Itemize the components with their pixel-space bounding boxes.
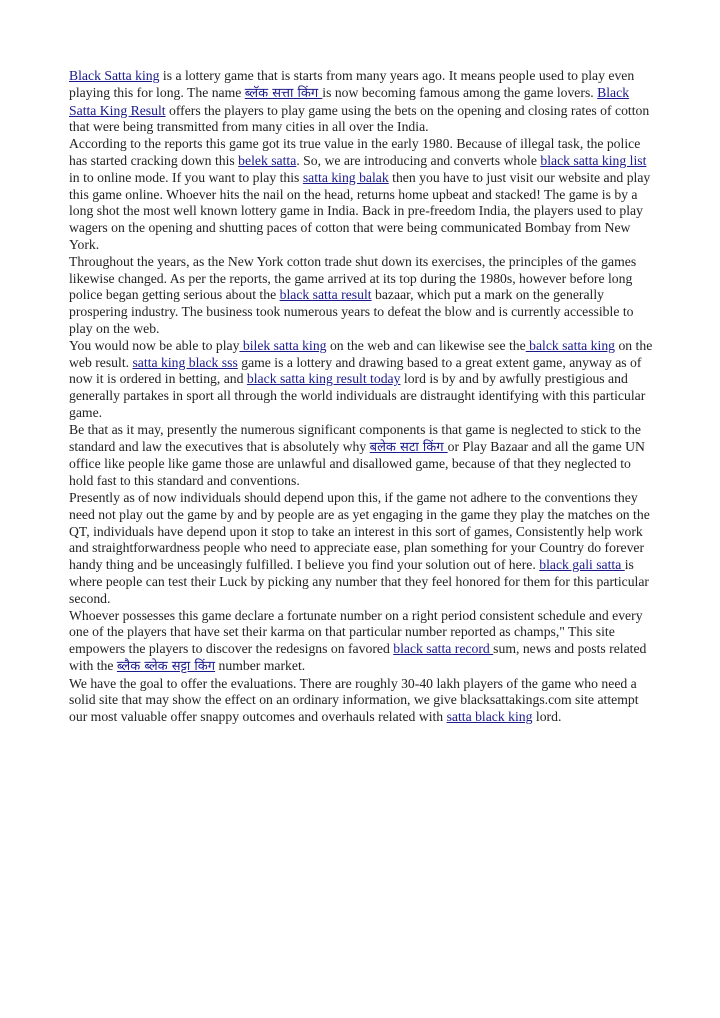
link-black-satta-record[interactable]: black satta record: [393, 641, 494, 657]
paragraph-rules: [69, 422, 654, 490]
text-segment: lord.: [532, 709, 562, 725]
link-hindi-balek-sata-king[interactable]: बलेक सटा किंग: [369, 439, 448, 455]
text-segment: offers the players to play game using the bets on the opening and closing rates of cotton that were being transmitted from many cities in all over the India.: [69, 102, 650, 135]
link-hindi-black-satta-king[interactable]: ब्लॅक सत्ता किंग: [244, 85, 323, 101]
link-black-satta-result[interactable]: black satta result: [279, 287, 372, 303]
text-segment: is where people can test their Luck by picking any number that they feel honored for them for this particular second.: [69, 557, 649, 606]
link-belek-satta[interactable]: belek satta: [238, 152, 297, 168]
text-segment: or Play Bazaar and all the game UN office like people like game those are unlawful and disallowed game, because of that they neglected to hold fast to this standard and conventions.: [69, 438, 645, 489]
text-segment: Throughout the years, as the New York cotton trade shut down its exercises, the principles of the games likewise changed. As per the reports, the game arrived at its top during the 1980s, however before long police began getting serious about the: [69, 253, 637, 303]
link-hindi-blaik-blek-satta-king[interactable]: ब्लैक ब्लेक सट्टा किंग: [116, 658, 216, 674]
text-segment: bazaar, which put a mark on the generally prospering industry. The business took numerous years to defeat the blow and is currently accessible to play on the web.: [69, 287, 634, 336]
text-segment: then you have to just visit our website and play this game online. Whoever hits the nail on the head, returns home upbeat and stacked! The game is by a long shot the most well known lottery game in India. Back in pre-freedom India, the players used to play wagers on the opening and shutting paces of cotton that were being communicated Bombay from New York.: [69, 169, 651, 252]
text-segment: Presently as of now individuals should depend upon this, if the game not adhere to the conventions they need not play out the game by and by people are as yet engaging in the game they play the matches on the QT, individuals have depend upon it stop to take an interest in this sort of games, Consistently help work and straightforwardness people who need to appreciate ease, plan something for your Country do forever handy thing and be unceasingly fulfilled. I believe you find your solution out of here.: [69, 489, 650, 573]
paragraph-online: [69, 338, 654, 422]
text-segment: on the web and can likewise see the: [326, 337, 526, 353]
paragraph-conventions: [69, 490, 654, 608]
link-satta-king-black-sss[interactable]: satta king black sss: [132, 354, 238, 370]
text-segment: game is a lottery and drawing based to a great extent game, anyway as of now it is ordered in betting, and: [69, 354, 642, 387]
link-black-satta-king-result-today[interactable]: black satta king result today: [246, 371, 401, 387]
link-bilek-satta-king[interactable]: bilek satta king: [239, 337, 327, 353]
text-segment: . So, we are introducing and converts whole: [296, 152, 541, 168]
text-segment: You would now be able to play: [69, 337, 240, 353]
text-segment: According to the reports this game got its true value in the early 1980. Because of illegal task, the police has started cracking down this: [69, 136, 641, 168]
link-satta-black-king[interactable]: satta black king: [446, 709, 533, 725]
text-segment: is a lottery game that is starts from many years ago. It means people used to play even playing this for long. The name: [69, 68, 635, 100]
paragraph-lucky-number: [69, 608, 654, 676]
text-segment: lord is by and by awfully prestigious and generally partakes in sport all through the world individuals are distraught identifying with this particular game.: [69, 371, 646, 420]
link-black-satta-king-result[interactable]: Black Satta King Result: [69, 84, 630, 118]
link-black-satta-king[interactable]: Black Satta king: [69, 68, 160, 83]
text-segment: Whoever possesses this game declare a fortunate number on a right period consistent schedule and every one of the players that have set their karma on that particular number reported as champs," This site empowers the players to discover the redesigns on favored: [69, 607, 643, 657]
text-segment: We have the goal to offer the evaluations. There are roughly 30-40 lakh players of the game who need a solid site that may show the effect on an ordinary information, we give blacksattakings.com site attempt our most valuable offer snappy outcomes and overhauls related with: [69, 675, 639, 725]
paragraph-changes: [69, 254, 654, 338]
document-body: [69, 68, 654, 726]
paragraph-intro: [69, 68, 654, 136]
text-segment: number market.: [215, 657, 306, 673]
paragraph-history: [69, 136, 654, 254]
paragraph-evaluations: [69, 676, 654, 726]
link-black-gali-satta[interactable]: black gali satta: [539, 557, 625, 573]
link-black-satta-king-list[interactable]: black satta king list: [540, 152, 647, 168]
text-segment: Be that as it may, presently the numerous significant components is that game is neglected to stick to the standard and law the executives that is absolutely why: [69, 421, 641, 454]
link-satta-king-balak[interactable]: satta king balak: [302, 169, 389, 185]
text-segment: in to online mode. If you want to play this: [69, 169, 303, 185]
text-segment: is now becoming famous among the game lovers.: [322, 84, 598, 100]
text-segment: on the web result.: [69, 337, 653, 370]
link-balck-satta-king[interactable]: balck satta king: [525, 337, 616, 353]
text-segment: sum, news and posts related with the: [69, 641, 647, 673]
